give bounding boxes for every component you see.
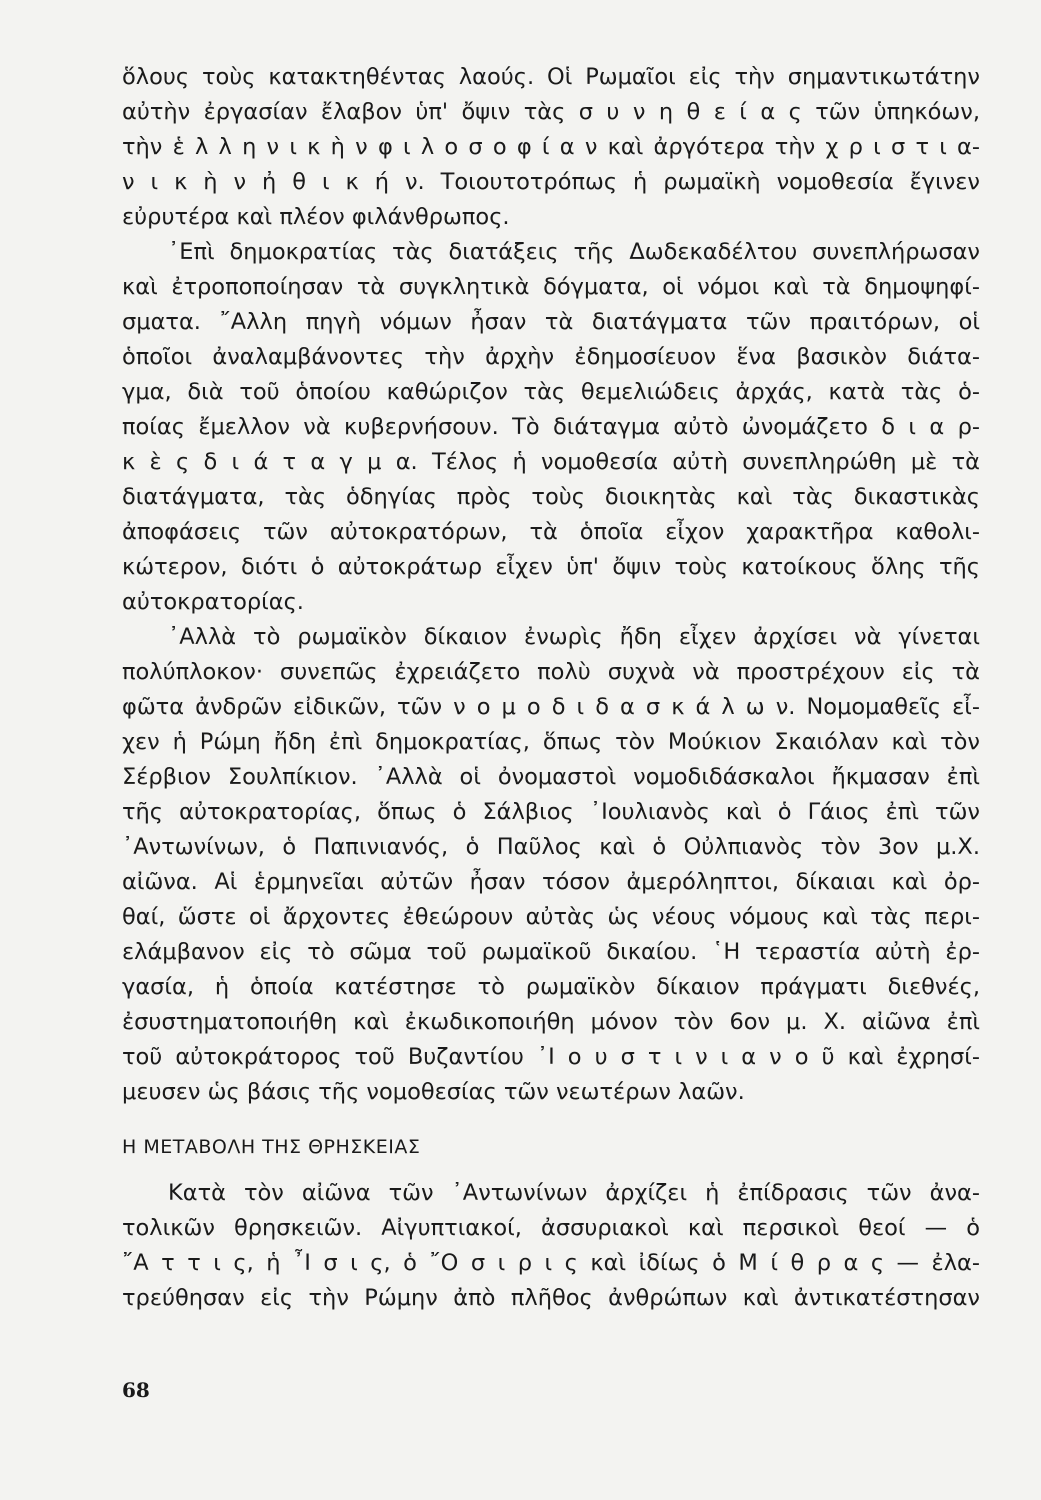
text-line: ὁποῖοι ἀναλαμβάνοντες τὴν ἀρχὴν ἐδημοσίευον ἕνα βασικὸν διάτα- (122, 344, 980, 370)
section-heading: Η ΜΕΤΑΒΟΛΗ ΤΗΣ ΘΡΗΣΚΕΙΑΣ (122, 1136, 421, 1158)
text-line: αἰῶνα. Αἱ ἑρμηνεῖαι αὐτῶν ἦσαν τόσον ἀμερόληπτοι, δίκαιαι καὶ ὀρ- (122, 869, 980, 895)
body-text (122, 60, 980, 1316)
text-line: πολύπλοκον· συνεπῶς ἐχρειάζετο πολὺ συχνὰ νὰ προστρέχουν εἰς τὰ (122, 659, 980, 685)
text-line: τῆς αὐτοκρατορίας, ὅπως ὁ Σάλβιος ᾿Ιουλιανὸς καὶ ὁ Γάιος ἐπὶ τῶν (122, 799, 980, 825)
text-line: κ ὲ ς δ ι ά τ α γ μ α. Τέλος ἡ νομοθεσία αὐτὴ συνεπληρώθη μὲ τὰ (122, 449, 980, 475)
text-line: εὐρυτέρα καὶ πλέον φιλάνθρωπος. (122, 204, 510, 230)
text-line: ν ι κ ὴ ν ἠ θ ι κ ή ν. Τοιουτοτρόπως ἡ ρωμαϊκὴ νομοθεσία ἔγινεν (122, 169, 980, 195)
text-line: ῎Α τ τ ι ς, ἡ ῏Ι σ ι ς, ὁ ῎Ο σ ι ρ ι ς καὶ ἰδίως ὁ Μ ί θ ρ α ς — ἐλα- (122, 1250, 980, 1276)
text-line: διατάγματα, τὰς ὁδηγίας πρὸς τοὺς διοικητὰς καὶ τὰς δικαστικὰς (122, 484, 980, 510)
text-line: ἐσυστηματοποιήθη καὶ ἐκωδικοποιήθη μόνον τὸν 6ον μ. Χ. αἰῶνα ἐπὶ (122, 1009, 980, 1035)
text-line: ὅλους τοὺς κατακτηθέντας λαούς. Οἱ Ρωμαῖοι εἰς τὴν σημαντικωτάτην (122, 64, 980, 90)
text-line: θαί, ὥστε οἱ ἄρχοντες ἐθεώρουν αὐτὰς ὡς νέους νόμους καὶ τὰς περι- (122, 904, 980, 930)
text-line: τὴν ἑ λ λ η ν ι κ ὴ ν φ ι λ ο σ ο φ ί α ν καὶ ἀργότερα τὴν χ ρ ι σ τ ι α- (122, 134, 980, 160)
text-line: Σέρβιον Σουλπίκιον. ᾿Αλλὰ οἱ ὀνομαστοὶ νομοδιδάσκαλοι ἤκμασαν ἐπὶ (122, 764, 980, 790)
text-line: τοῦ αὐτοκράτορος τοῦ Βυζαντίου ᾿Ι ο υ σ τ ι ν ι α ν ο ῦ καὶ ἐχρησί- (122, 1044, 980, 1070)
text-line: τολικῶν θρησκειῶν. Αἰγυπτιακοί, ἀσσυριακοὶ καὶ περσικοὶ θεοί — ὁ (122, 1215, 980, 1241)
text-line: σματα. ῎Αλλη πηγὴ νόμων ἦσαν τὰ διατάγματα τῶν πραιτόρων, οἱ (122, 309, 980, 335)
text-line: ἀποφάσεις τῶν αὐτοκρατόρων, τὰ ὁποῖα εἶχον χαρακτῆρα καθολι- (122, 519, 980, 545)
text-line: ποίας ἔμελλον νὰ κυβερνήσουν. Τὸ διάταγμα αὐτὸ ὠνομάζετο δ ι α ρ- (122, 414, 980, 440)
text-line: ᾿Αντωνίνων, ὁ Παπινιανός, ὁ Παῦλος καὶ ὁ Οὐλπιανὸς τὸν 3ον μ.Χ. (122, 834, 980, 860)
text-line: γμα, διὰ τοῦ ὁποίου καθώριζον τὰς θεμελιώδεις ἀρχάς, κατὰ τὰς ὁ- (122, 379, 980, 405)
text-line: μευσεν ὡς βάσις τῆς νομοθεσίας τῶν νεωτέρων λαῶν. (122, 1079, 745, 1105)
text-line: αὐτοκρατορίας. (122, 589, 304, 615)
text-line: καὶ ἐτροποποίησαν τὰ συγκλητικὰ δόγματα, οἱ νόμοι καὶ τὰ δημοψηφί- (122, 274, 980, 300)
text-line: Κατὰ τὸν αἰῶνα τῶν ᾿Αντωνίνων ἀρχίζει ἡ ἐπίδρασις τῶν ἀνα- (168, 1180, 980, 1206)
text-line: αὐτὴν ἐργασίαν ἔλαβον ὑπ' ὄψιν τὰς σ υ ν η θ ε ί α ς τῶν ὑπηκόων, (122, 99, 980, 125)
text-line: κώτερον, διότι ὁ αὐτοκράτωρ εἶχεν ὑπ' ὄψιν τοὺς κατοίκους ὅλης τῆς (122, 554, 980, 580)
text-line: ᾿Επὶ δημοκρατίας τὰς διατάξεις τῆς Δωδεκαδέλτου συνεπλήρωσαν (168, 239, 980, 265)
text-line: φῶτα ἀνδρῶν εἰδικῶν, τῶν ν ο μ ο δ ι δ α σ κ ά λ ω ν. Νομομαθεῖς εἶ- (122, 694, 980, 720)
text-line: γασία, ἡ ὁποία κατέστησε τὸ ρωμαϊκὸν δίκαιον πράγματι διεθνές, (122, 974, 980, 1000)
text-line: ᾿Αλλὰ τὸ ρωμαϊκὸν δίκαιον ἐνωρὶς ἤδη εἶχεν ἀρχίσει νὰ γίνεται (168, 624, 980, 650)
text-line: ελάμβανον εἰς τὸ σῶμα τοῦ ρωμαϊκοῦ δικαίου. ῾Η τεραστία αὐτὴ ἐρ- (122, 939, 980, 965)
page-number: 68 (122, 1378, 150, 1402)
text-line: τρεύθησαν εἰς τὴν Ρώμην ἀπὸ πλῆθος ἀνθρώπων καὶ ἀντικατέστησαν (122, 1285, 980, 1311)
text-line: χεν ἡ Ρώμη ἤδη ἐπὶ δημοκρατίας, ὅπως τὸν Μούκιον Σκαιόλαν καὶ τὸν (122, 729, 980, 755)
